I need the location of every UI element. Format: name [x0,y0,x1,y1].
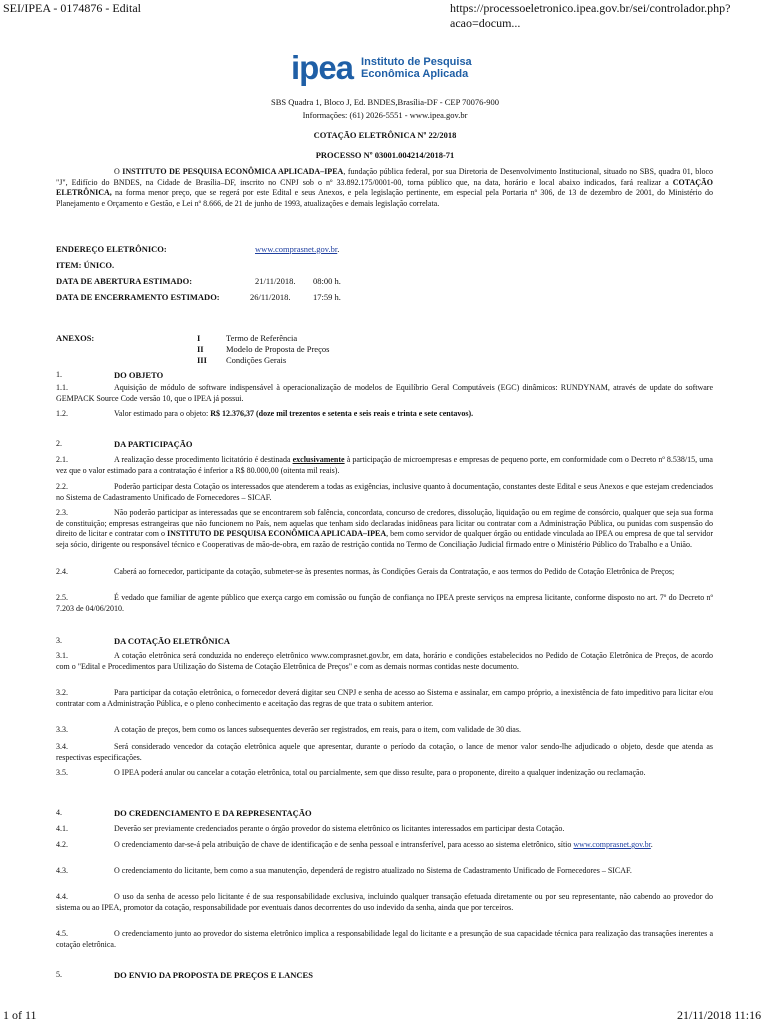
section-number: 1. [56,370,62,379]
section-title: DO OBJETO [114,370,164,380]
endereco-label: ENDEREÇO ELETRÔNICO: [56,244,167,254]
anexo-text: Modelo de Proposta de Preços [226,344,330,354]
intro-paragraph: O INSTITUTO DE PESQUISA ECONÔMICA APLICADA–IPEA, fundação pública federal, por sua Diretoria de Desenvolvimento Institucional, situado no SBS, quadra 01, bloco "J", Edifício do BNDES, na Cidade de Brasília–DF, inscrito no CNPJ sob o nº 33.892.175/0001-00, torna público que, na data, horário e local abaixo indicados, fará realizar a COTAÇÃO ELETRÔNICA, na forma menor preço, que se regerá por este Edital e seus Anexos, e pela legislação pertinente, em especial pela Portaria nº 306, de 13 de dezembro de 2001, do Ministério do Planejamento e Orçamento e Gestão, e Lei nº 8.666, de 21 de junho de 1993, atualizações e demais legislação correlata. [56,167,713,208]
clause-4-2: 4.2. O credenciamento dar-se-á pela atribuição de chave de identificação e de senha pessoal e intransferível, para acesso ao sistema eletrônico, sítio www.comprasnet.gov.br. [56,840,653,849]
clause-3-2: 3.2. Para participar da cotação eletrônica, o fornecedor deverá digitar seu CNPJ e senha de acesso ao Sistema e assinalar, em campo próprio, a inexistência de fato impeditivo para licitar e/ou contratar com a Administração Pública, e o pleno conhecimento e aceitação das regras de que trata o subitem anterior. [56,688,713,708]
clause-2-4: 2.4. Caberá ao fornecedor, participante da cotação, submeter-se às presentes normas, às Condições Gerais da Contratação, e aos termos do Pedido de Cotação Eletrônica de Preços; [56,567,675,576]
anexo-num: II [197,344,204,354]
comprasnet-link[interactable]: www.comprasnet.gov.br [573,840,651,849]
encerramento-label: DATA DE ENCERRAMENTO ESTIMADO: [56,292,220,302]
clause-4-3: 4.3. O credenciamento do licitante, bem como a sua manutenção, dependerá de registro atualizado no Sistema de Cadastramento Unificado de Fornecedores – SICAF. [56,866,632,875]
clause-4-4: 4.4. O uso da senha de acesso pelo licitante é de sua responsabilidade exclusiva, incluindo qualquer transação efetuada diretamente ou por seu representante, não cabendo ao provedor do sistema ou ao IPEA, promotor da cotação, responsabilidade por eventuais danos decorrentes do uso indevido da senha, ainda que por terceiros. [56,892,713,912]
clause-1-2: 1.2. Valor estimado para o objeto: R$ 12.376,37 (doze mil trezentos e setenta e seis reais e trinta e sete centavos). [56,409,474,418]
comprasnet-link[interactable]: www.comprasnet.gov.br [255,244,338,254]
abertura-time: 08:00 h. [313,276,341,286]
endereco-value: www.comprasnet.gov.br. [255,244,340,254]
clause-1-1: 1.1. Aquisição de módulo de software indispensável à operacionalização de modelos de Equilíbrio Geral Computáveis (EGC) dinâmicos: RUNDYNAM, através de update do software GEMPACK Source Code versão 10, que o IPEA já possui. [56,383,713,403]
cotacao-title: COTAÇÃO ELETRÔNICA Nº 22/2018 [313,130,457,140]
ipea-logo [291,49,491,87]
section-title: DO CREDENCIAMENTO E DA REPRESENTAÇÃO [114,808,312,818]
logo-wordmark: ipea [291,49,354,86]
anexo-num: I [197,333,201,343]
anexo-text: Condições Gerais [226,355,287,365]
anexo-text: Termo de Referência [226,333,298,343]
section-title: DO ENVIO DA PROPOSTA DE PREÇOS E LANCES [114,970,313,980]
processo-title: PROCESSO Nº 03001.004214/2018-71 [315,150,455,160]
abertura-date: 21/11/2018. [255,276,296,286]
institution-address: SBS Quadra 1, Bloco J, Ed. BNDES,Brasília-DF - CEP 70076-900 [270,97,499,107]
print-datetime: 21/11/2018 11:16 [677,1008,762,1022]
clause-4-1: 4.1. Deverão ser previamente credenciados perante o órgão provedor do sistema eletrônico os licitantes interessados em participar desta Cotação. [56,824,565,833]
section-number: 5. [56,970,62,979]
logo-subtitle: Instituto de Pesquisa Econômica Aplicada [361,56,472,80]
item-label: ITEM: ÚNICO. [56,260,115,270]
clause-2-2: 2.2. Poderão participar desta Cotação os interessados que atenderem a todas as exigências, inclusive quanto à documentação, constantes deste Edital e seus Anexos e que estejam credenciados no Sistema de Cadastramento Unificado de Fornecedores – SICAF. [56,482,713,502]
clause-4-5: 4.5. O credenciamento junto ao provedor do sistema eletrônico implica a responsabilidade legal do licitante e a presunção de sua capacidade técnica para realização das transações inerentes a cotação eletrônica. [56,929,713,949]
anexos-label: ANEXOS: [56,333,95,343]
clause-3-4: 3.4. Será considerado vencedor da cotação eletrônica aquele que apresentar, durante o período da cotação, o lance de menor valor sendo-lhe adjudicado o objeto, desde que atenda as respectivas especificações. [56,742,713,762]
clause-2-1: 2.1. A realização desse procedimento licitatório é destinada exclusivamente à participação de microempresas e empresas de pequeno porte, em conformidade com o Decreto nº 8.538/15, uma vez que o valor estimado para a contratação é inferior a R$ 80.000,00 (oitenta mil reais). [56,455,713,475]
encerramento-date: 26/11/2018. [250,292,291,302]
clause-2-5: 2.5. É vedado que familiar de agente público que exerça cargo em comissão ou função de confiança no IPEA preste serviços na empresa licitante, conforme disposto no art. 7º do Decreto nº 7.203 de 04/06/2010. [56,593,713,613]
abertura-label: DATA DE ABERTURA ESTIMADO: [56,276,193,286]
anexo-num: III [197,355,207,365]
section-title: DA COTAÇÃO ELETRÔNICA [114,636,231,646]
section-number: 3. [56,636,62,645]
print-page-url: https://processoeletronico.ipea.gov.br/sei/controlador.php?acao=docum... [450,1,731,30]
clause-3-1: 3.1. A cotação eletrônica será conduzida no endereço eletrônico www.comprasnet.gov.br, em data, horário e condições estabelecidos no Pedido de Cotação Eletrônica de Preços, de acordo com o "Edital e Procedimentos para Utilização do Sistema de Cotação Eletrônica de Preços" e com as demais normas contidas neste documento. [56,651,713,671]
clause-3-5: 3.5. O IPEA poderá anular ou cancelar a cotação eletrônica, total ou parcialmente, sem que disso resulte, para o proponente, direito a qualquer indenização ou reclamação. [56,768,646,777]
section-title: DA PARTICIPAÇÃO [114,439,193,449]
section-number: 4. [56,808,62,817]
print-page-title: SEI/IPEA - 0174876 - Edital [3,1,141,15]
clause-3-3: 3.3. A cotação de preços, bem como os lances subsequentes deverão ser registrados, em reais, para o item, com validade de 30 dias. [56,725,521,734]
section-number: 2. [56,439,62,448]
encerramento-time: 17:59 h. [313,292,341,302]
print-page-count: 1 of 11 [3,1008,37,1022]
institution-contact: Informações: (61) 2026-5551 - www.ipea.gov.br [302,110,468,120]
clause-2-3: 2.3. Não poderão participar as interessadas que se encontrarem sob falência, concordata, concurso de credores, dissolução, liquidação ou em regime de consórcio, qualquer que seja sua forma de constituição; empresas estrangeiras que não funcionem no País, nem aquelas que tenham sido declaradas inidôneas para licitar ou contratar com a Administração Pública, ou punidas com suspensão do direito de licitar e contratar com o INSTITUTO DE PESQUISA ECONÔMICA APLICADA–IPEA, bem como servidor de qualquer órgão ou entidade vinculada ao IPEA ou empresa de que tal servidor seja sócio, dirigente ou responsável técnico e Cooperativas de mão-de-obra, em razão de restrição contida no Termo de Conciliação Judicial firmado entre o Ministério Público do Trabalho e a União. [56,508,714,549]
